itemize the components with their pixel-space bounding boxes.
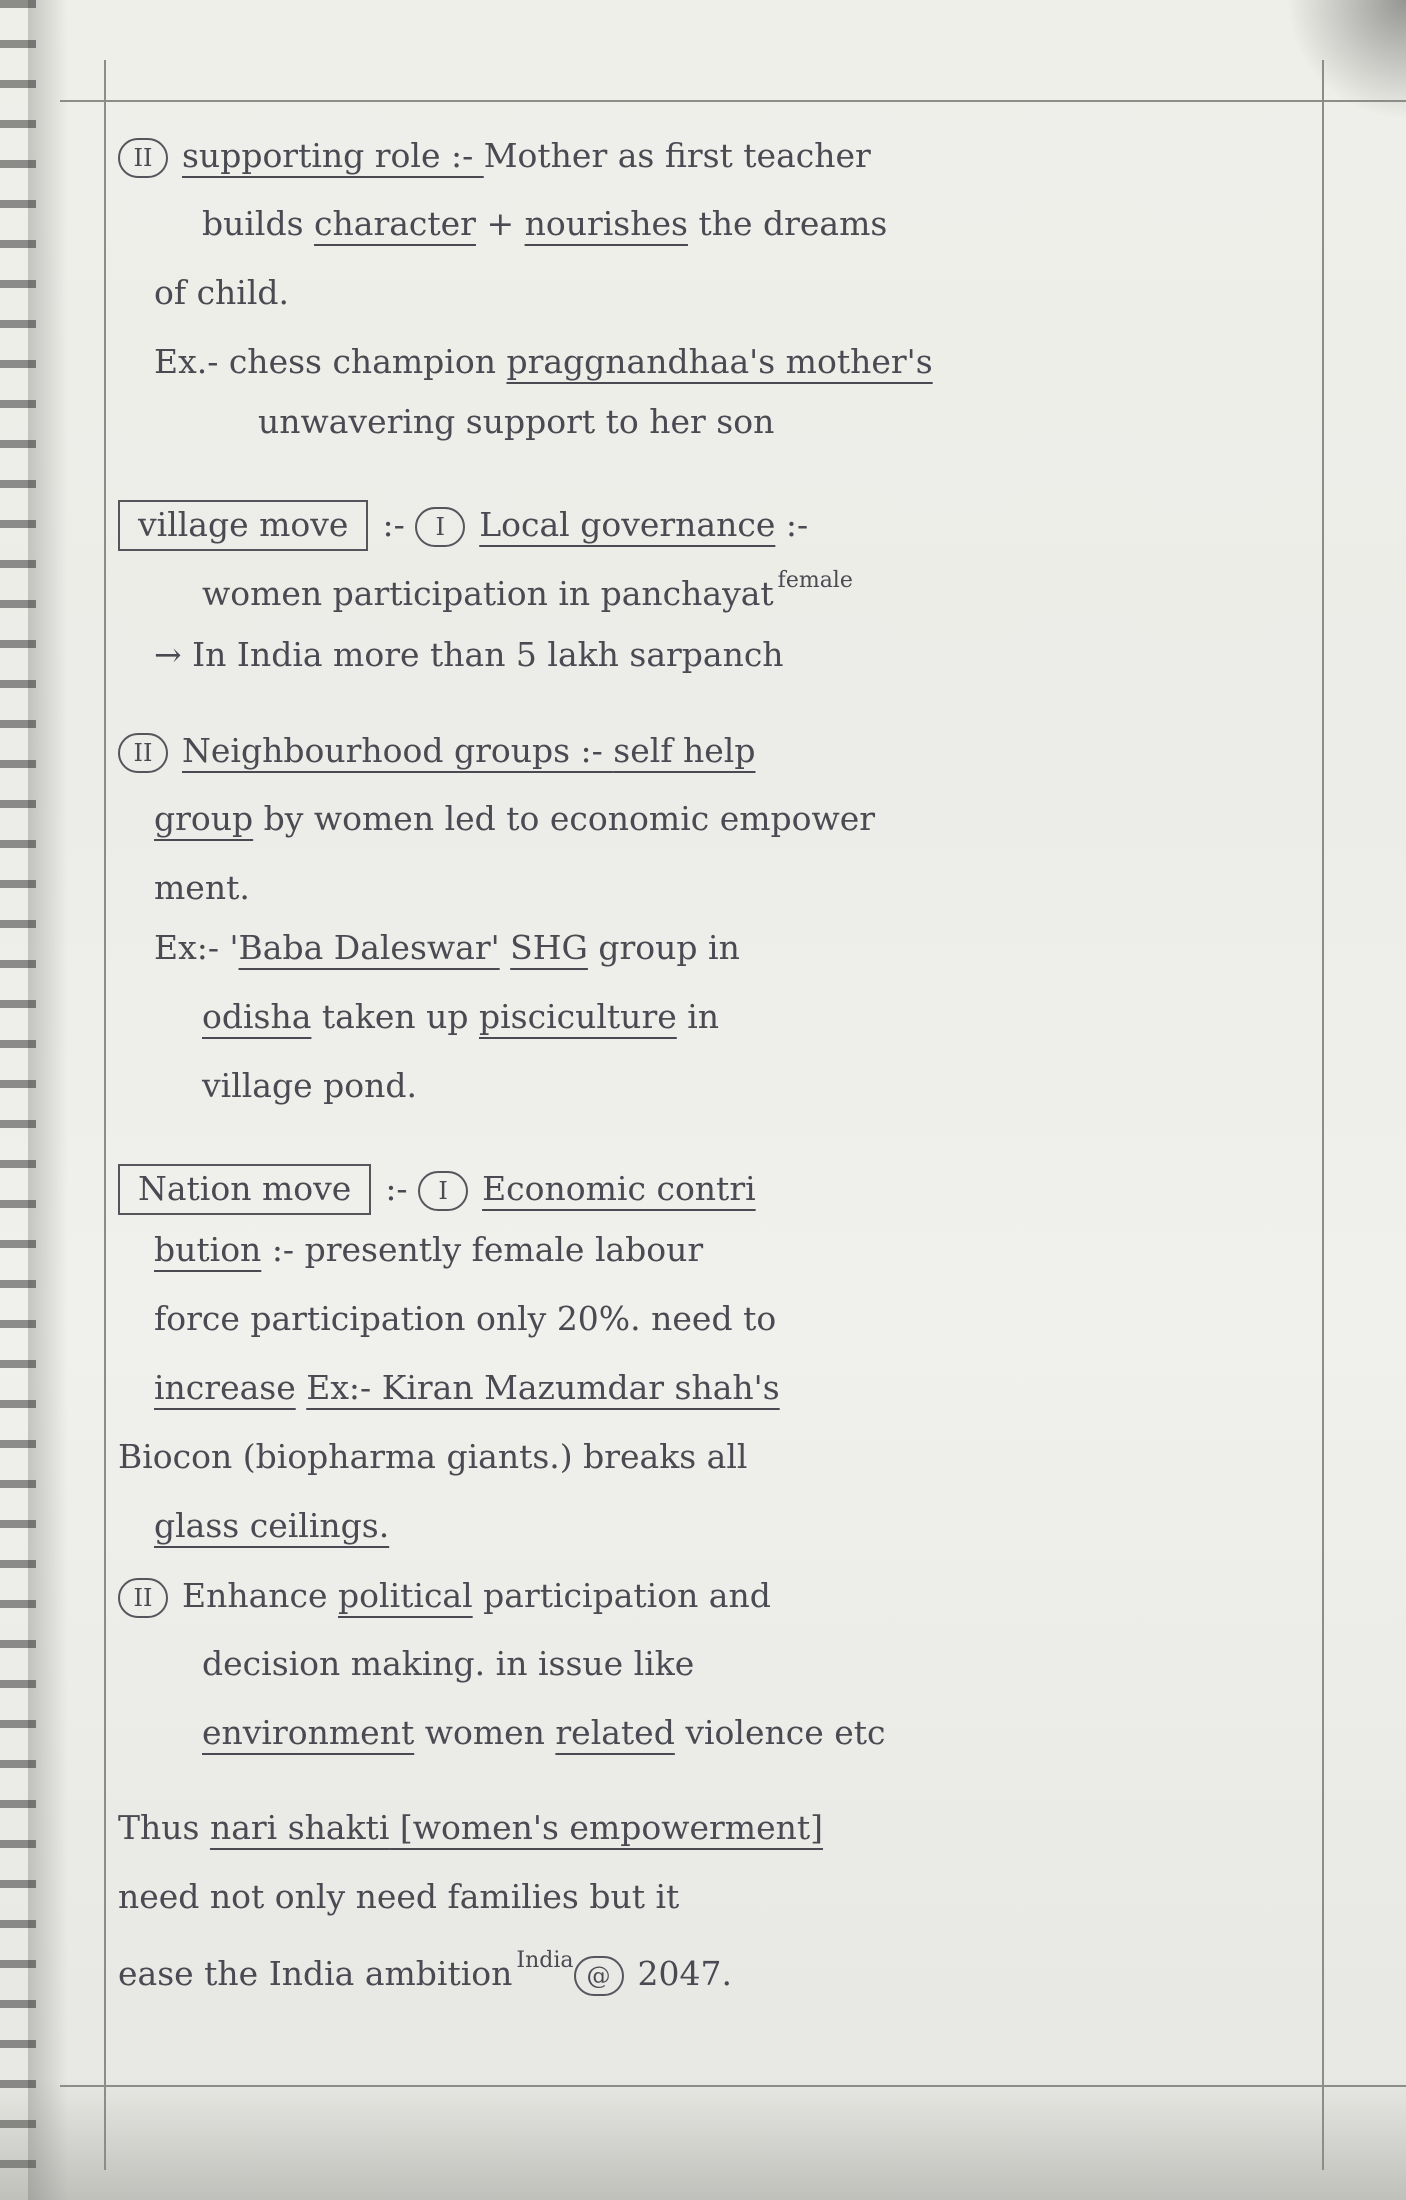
note-text: group in <box>587 928 740 967</box>
underlined-text: related <box>555 1713 675 1752</box>
note-text: ment. <box>154 868 250 907</box>
note-text: need not only need families but it <box>118 1877 680 1916</box>
note-text: by women led to economic empower <box>253 799 876 838</box>
note-line <box>118 1299 1314 1371</box>
right-margin-line <box>1322 60 1324 2170</box>
note-text: participation and <box>472 1576 771 1615</box>
boxed-heading: village move <box>118 500 368 551</box>
note-line <box>118 868 1314 931</box>
note-text: women <box>414 1713 556 1752</box>
note-text: :- <box>385 1169 419 1208</box>
page-fold-shadow <box>28 0 68 2200</box>
note-text: Biocon (biopharma giants.) breaks all <box>118 1437 748 1476</box>
note-line <box>118 273 1314 345</box>
note-text: Ex:- ' <box>154 928 239 967</box>
note-line <box>118 569 1314 638</box>
note-line <box>118 342 1314 405</box>
note-text: :- <box>775 505 809 544</box>
note-line <box>118 1437 1314 1509</box>
left-margin-line <box>104 60 106 2170</box>
note-line <box>118 1877 1314 1949</box>
note-text: Ex.- chess champion <box>154 342 507 381</box>
note-text: 2047. <box>637 1954 732 1993</box>
note-text: Mother as first teacher <box>483 136 871 175</box>
note-line <box>118 635 1314 707</box>
note-line <box>118 799 1314 871</box>
note-text: in <box>676 997 720 1036</box>
note-line <box>118 1368 1314 1440</box>
point-number-marker: II <box>118 138 168 178</box>
underlined-text: character <box>314 204 476 243</box>
note-text: the dreams <box>687 204 888 243</box>
note-line <box>118 1066 1314 1138</box>
note-text: force participation only 20%. need to <box>154 1299 777 1338</box>
point-number-marker: II <box>118 1578 168 1618</box>
underlined-text: Economic contri <box>482 1169 756 1208</box>
underlined-text: self help <box>613 731 756 770</box>
note-line <box>118 1713 1314 1785</box>
superscript-note: female <box>777 568 853 593</box>
corner-shadow <box>1286 0 1406 120</box>
underlined-text: nari shakti <box>209 1808 390 1847</box>
underlined-text: group <box>154 799 254 838</box>
note-text <box>296 1368 307 1407</box>
note-line <box>118 1578 1314 1647</box>
note-line <box>118 1164 1314 1233</box>
underlined-text: Neighbourhood groups :- <box>182 731 614 770</box>
handwritten-notes <box>118 138 1314 2018</box>
note-line <box>118 138 1314 207</box>
note-text: women participation in panchayat <box>202 574 774 613</box>
circled-mark: I <box>415 507 465 547</box>
note-text: violence etc <box>674 1713 886 1752</box>
note-text: builds <box>202 204 315 243</box>
note-line <box>118 500 1314 569</box>
note-text: ease the India ambition <box>118 1954 513 1993</box>
note-line <box>118 1644 1314 1716</box>
note-text: of child. <box>154 273 290 312</box>
underlined-text: odisha <box>202 997 312 1036</box>
underlined-text: Ex:- Kiran Mazumdar shah's <box>306 1368 780 1407</box>
underlined-text: political <box>338 1576 473 1615</box>
circled-mark: @ <box>574 1956 624 1996</box>
note-line <box>118 733 1314 802</box>
bottom-rule-line <box>60 2085 1406 2087</box>
note-line <box>118 1949 1314 2018</box>
underlined-text: increase <box>154 1368 296 1407</box>
underlined-text: environment <box>202 1713 415 1752</box>
top-rule-line <box>60 100 1406 102</box>
note-line <box>118 928 1314 1000</box>
note-text: unwavering support to her son <box>258 402 775 441</box>
note-text <box>500 928 511 967</box>
underlined-text: Local governance <box>479 505 776 544</box>
underlined-text: SHG <box>510 928 588 967</box>
note-text: Enhance <box>182 1576 339 1615</box>
circled-mark: I <box>418 1171 468 1211</box>
underlined-text: pisciculture <box>478 997 677 1036</box>
note-text: decision making. in issue like <box>202 1644 695 1683</box>
note-line <box>118 1506 1314 1578</box>
underlined-text: nourishes <box>524 204 688 243</box>
note-text: :- <box>382 505 416 544</box>
bottom-shadow <box>0 2080 1406 2200</box>
underlined-text: supporting role :- <box>182 136 484 175</box>
note-line <box>118 1808 1314 1880</box>
underlined-text: bution <box>154 1230 262 1269</box>
note-text: village pond. <box>202 1066 417 1105</box>
superscript-note: India <box>516 1948 574 1973</box>
note-line <box>118 204 1314 276</box>
note-line <box>118 997 1314 1069</box>
note-text: + <box>475 204 525 243</box>
note-text: :- presently female labour <box>261 1230 704 1269</box>
point-number-marker: II <box>118 733 168 773</box>
underlined-text: praggnandhaa's mother's <box>506 342 933 381</box>
note-text: taken up <box>311 997 479 1036</box>
underlined-text: glass ceilings. <box>154 1506 390 1545</box>
boxed-heading: Nation move <box>118 1164 371 1215</box>
underlined-text: Baba Daleswar' <box>238 928 500 967</box>
note-text: → In India more than 5 lakh sarpanch <box>154 635 784 674</box>
note-line <box>118 402 1314 474</box>
note-text: Thus <box>118 1808 210 1847</box>
underlined-text: [women's empowerment] <box>389 1808 823 1847</box>
note-line <box>118 1230 1314 1302</box>
